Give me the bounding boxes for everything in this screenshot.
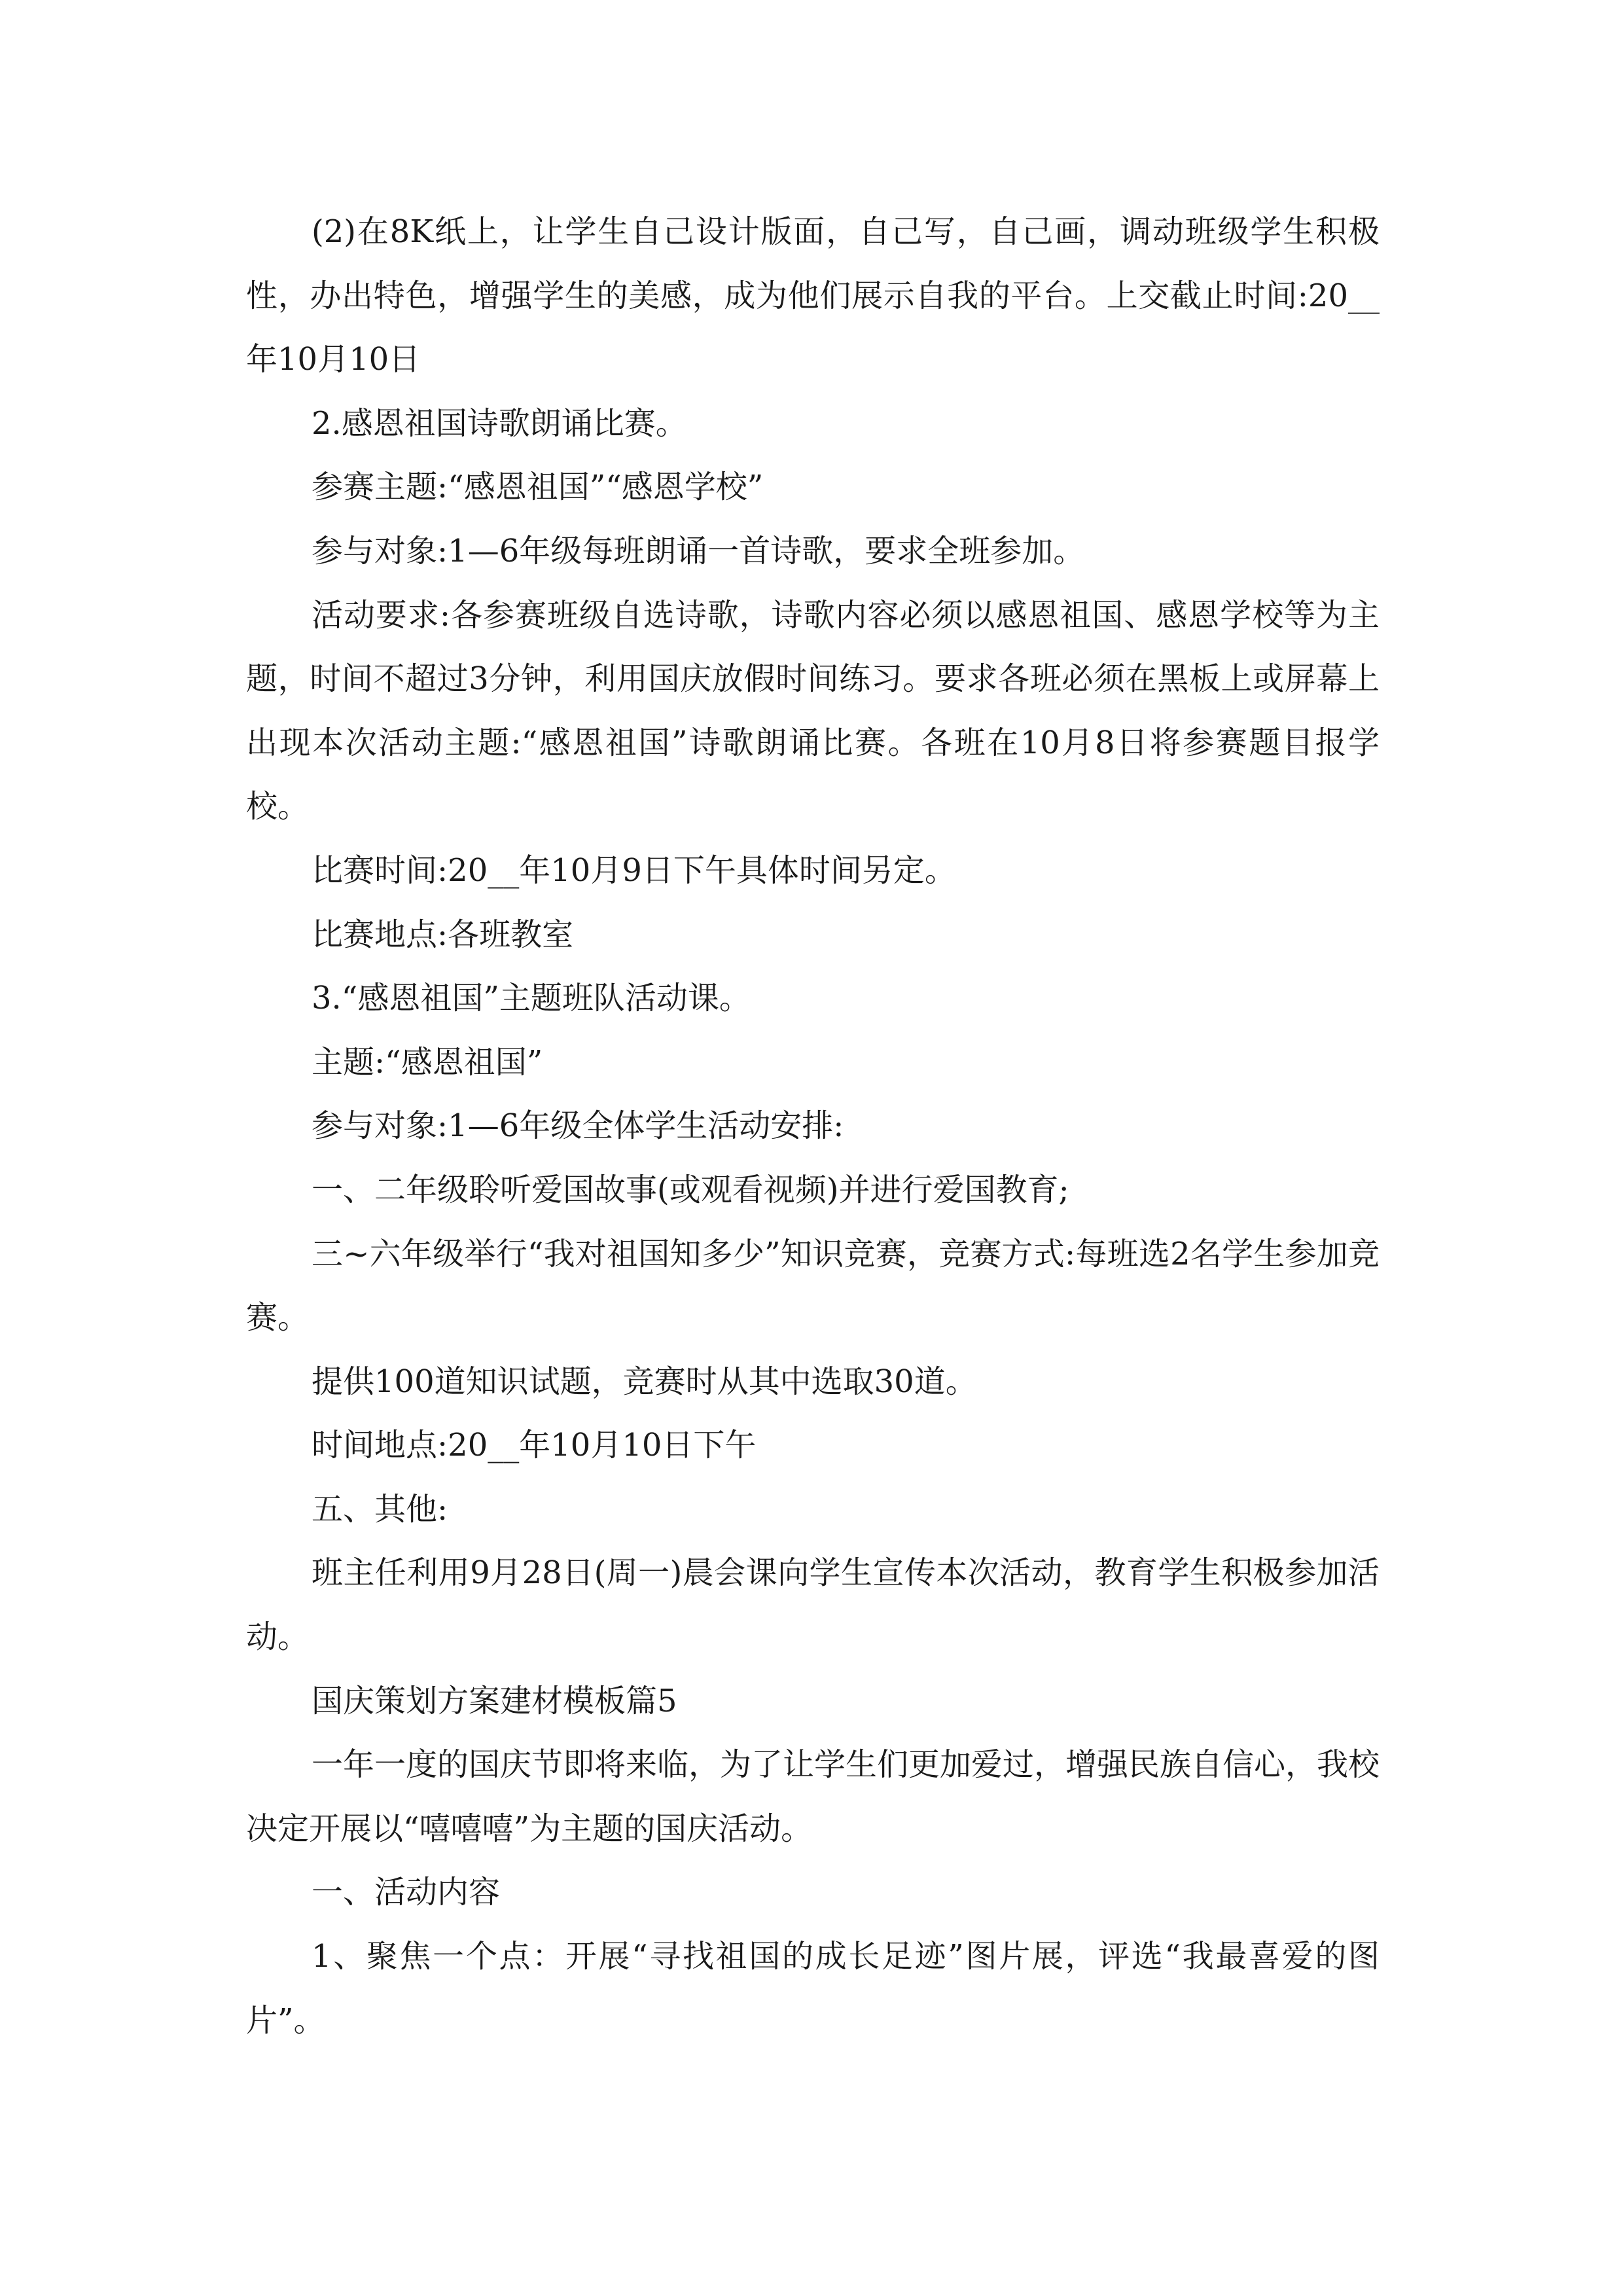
paragraph-participants: 参与对象:1—6年级每班朗诵一首诗歌，要求全班参加。 <box>312 532 1085 569</box>
paragraph-time-location: 时间地点:20__年10月10日下午 <box>312 1427 757 1464</box>
paragraph-chapter-title: 国庆策划方案建材模板篇5 <box>312 1682 677 1719</box>
paragraph-section-content: 一、活动内容 <box>312 1874 501 1911</box>
paragraph-activity-participants: 参与对象:1—6年级全体学生活动安排: <box>312 1107 844 1145</box>
paragraph-question-bank: 提供100道知识试题，竞赛时从其中选取30道。 <box>312 1363 977 1400</box>
paragraph-poetry-contest-heading: 2.感恩祖国诗歌朗诵比赛。 <box>312 404 687 442</box>
paragraph-intro: 一年一度的国庆节即将来临，为了让学生们更加爱过，增强民族自信心，我校决定开展以“嘻嘻嘻”为主题的国庆活动。 <box>246 1746 1380 1847</box>
paragraph-grades-3-6: 三~六年级举行“我对祖国知多少”知识竞赛，竞赛方式:每班选2名学生参加竞赛。 <box>246 1235 1380 1336</box>
paragraph-requirements: 活动要求:各参赛班级自选诗歌，诗歌内容必须以感恩祖国、感恩学校等为主题，时间不超过3分钟，利用国庆放假时间练习。要求各班必须在黑板上或屏幕上出现本次活动主题:“感恩祖国”诗歌朗诵比赛。各班在10月8日将参赛题目报学校。 <box>246 596 1380 825</box>
paragraph-teacher-publicity: 班主任利用9月28日(周一)晨会课向学生宣传本次活动，教育学生积极参加活动。 <box>246 1554 1380 1656</box>
paragraph-contest-location: 比赛地点:各班教室 <box>312 916 574 953</box>
paragraph-activity-theme: 主题:“感恩祖国” <box>312 1043 543 1081</box>
paragraph-contest-theme: 参赛主题:“感恩祖国”“感恩学校” <box>312 469 764 506</box>
paragraph-section-other: 五、其他: <box>312 1490 448 1528</box>
paragraph-contest-time: 比赛时间:20__年10月9日下午具体时间另定。 <box>312 852 956 889</box>
paragraph-class-activity-heading: 3.“感恩祖国”主题班队活动课。 <box>312 980 751 1017</box>
document-body <box>246 200 1380 2053</box>
paragraph-photo-exhibition: 1、聚焦一个点：开展“寻找祖国的成长足迹”图片展，评选“我最喜爱的图片”。 <box>246 1938 1380 2039</box>
paragraph-grades-1-2: 一、二年级聆听爱国故事(或观看视频)并进行爱国教育; <box>312 1171 1069 1208</box>
paragraph-design-layout: (2)在8K纸上，让学生自己设计版面，自己写，自己画，调动班级学生积极性，办出特色，增强学生的美感，成为他们展示自我的平台。上交截止时间:20__年10月10日 <box>246 213 1380 378</box>
